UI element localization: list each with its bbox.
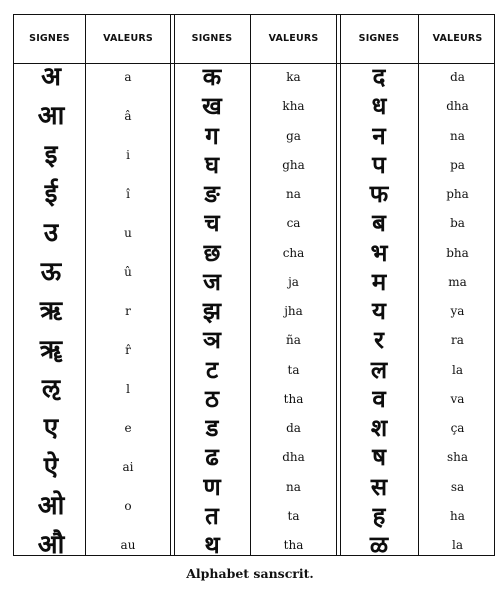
transliteration-value: tha bbox=[283, 391, 304, 406]
transliteration-value: cha bbox=[282, 245, 305, 260]
devanagari-sign: ह bbox=[372, 501, 386, 530]
devanagari-sign: फ bbox=[369, 180, 389, 208]
transliteration-value: ta bbox=[287, 362, 300, 377]
devanagari-sign: झ bbox=[202, 297, 222, 325]
column-double-divider bbox=[170, 15, 175, 555]
transliteration-value: pha bbox=[446, 187, 469, 201]
header-valeurs: VALEURS bbox=[103, 33, 153, 44]
devanagari-sign: न bbox=[372, 121, 386, 150]
transliteration-value: va bbox=[450, 391, 465, 406]
devanagari-sign: ल bbox=[370, 355, 388, 384]
transliteration-value: ña bbox=[286, 333, 301, 348]
transliteration-value: ka bbox=[286, 70, 301, 84]
transliteration-value: ai bbox=[122, 460, 134, 474]
alphabet-table bbox=[13, 14, 495, 560]
header-valeurs: VALEURS bbox=[268, 33, 319, 44]
transliteration-value: ma bbox=[448, 274, 467, 289]
devanagari-sign: ऋ bbox=[39, 296, 63, 326]
transliteration-value: ça bbox=[450, 421, 465, 435]
transliteration-value: kha bbox=[282, 99, 305, 114]
transliteration-value: sa bbox=[450, 479, 465, 494]
devanagari-sign: ण bbox=[203, 472, 221, 501]
transliteration-value: tha bbox=[283, 538, 304, 552]
header-signes: SIGNES bbox=[191, 33, 233, 44]
transliteration-value: au bbox=[120, 538, 136, 552]
transliteration-value: u bbox=[124, 226, 132, 240]
transliteration-value: ra bbox=[451, 333, 464, 348]
devanagari-sign: ब bbox=[372, 209, 386, 238]
transliteration-value: a bbox=[124, 70, 132, 84]
transliteration-value: â bbox=[124, 109, 132, 123]
devanagari-sign: र bbox=[374, 326, 384, 355]
devanagari-sign: त bbox=[205, 501, 219, 530]
devanagari-sign: ड bbox=[205, 414, 219, 442]
transliteration-value: û bbox=[124, 265, 132, 279]
devanagari-sign: अ bbox=[41, 62, 61, 92]
devanagari-sign: स bbox=[370, 472, 388, 501]
devanagari-sign: ॠ bbox=[39, 335, 63, 365]
devanagari-sign: ऐ bbox=[43, 452, 59, 482]
devanagari-sign: ष bbox=[372, 443, 386, 472]
devanagari-sign: ठ bbox=[205, 384, 219, 413]
transliteration-value: dha bbox=[446, 99, 469, 114]
devanagari-sign: ऊ bbox=[40, 257, 62, 287]
devanagari-sign: आ bbox=[37, 101, 65, 131]
transliteration-value: la bbox=[452, 538, 463, 552]
devanagari-sign: ए bbox=[43, 413, 59, 443]
transliteration-value: ha bbox=[450, 508, 465, 523]
transliteration-value: r̂ bbox=[125, 343, 131, 357]
transliteration-value: bha bbox=[446, 245, 469, 260]
devanagari-sign: व bbox=[372, 384, 386, 413]
transliteration-value: gha bbox=[282, 157, 305, 172]
transliteration-value: na bbox=[286, 479, 301, 494]
devanagari-sign: भ bbox=[370, 238, 388, 267]
devanagari-sign: ई bbox=[44, 179, 58, 209]
devanagari-sign: घ bbox=[204, 150, 220, 179]
transliteration-value: dha bbox=[282, 450, 305, 465]
transliteration-value: na bbox=[286, 187, 301, 201]
devanagari-sign: ज bbox=[203, 267, 221, 296]
header-signes: SIGNES bbox=[358, 33, 400, 44]
devanagari-sign: थ bbox=[204, 531, 220, 559]
devanagari-sign: ञ bbox=[203, 326, 221, 355]
transliteration-value: ga bbox=[286, 128, 301, 143]
devanagari-sign: म bbox=[371, 267, 387, 296]
devanagari-sign: ढ bbox=[205, 443, 219, 472]
devanagari-sign: क bbox=[202, 63, 222, 91]
transliteration-value: ta bbox=[287, 508, 300, 523]
devanagari-sign: उ bbox=[43, 218, 59, 248]
transliteration-value: pa bbox=[450, 157, 465, 172]
transliteration-value: ba bbox=[450, 216, 465, 231]
transliteration-value: e bbox=[124, 421, 132, 435]
header-divider bbox=[14, 63, 494, 64]
transliteration-value: ja bbox=[288, 274, 299, 289]
transliteration-value: da bbox=[286, 421, 301, 435]
transliteration-value: r bbox=[125, 304, 131, 318]
devanagari-sign: ट bbox=[205, 355, 219, 384]
devanagari-sign: प bbox=[372, 150, 386, 179]
caption: Alphabet sanscrit. bbox=[186, 566, 314, 581]
devanagari-sign: च bbox=[204, 209, 220, 238]
devanagari-sign: द bbox=[372, 63, 386, 91]
devanagari-sign: औ bbox=[37, 530, 65, 560]
header-valeurs: VALEURS bbox=[432, 33, 483, 44]
transliteration-value: i bbox=[126, 148, 130, 162]
devanagari-sign: ध bbox=[371, 92, 387, 121]
transliteration-value: la bbox=[452, 362, 463, 377]
transliteration-value: o bbox=[124, 499, 132, 513]
devanagari-sign: श bbox=[370, 414, 388, 442]
devanagari-sign: इ bbox=[44, 140, 58, 170]
devanagari-sign: ख bbox=[202, 92, 222, 121]
devanagari-sign: य bbox=[372, 297, 386, 325]
transliteration-value: l bbox=[126, 382, 130, 396]
devanagari-sign: ओ bbox=[37, 491, 65, 521]
devanagari-sign: छ bbox=[203, 238, 221, 267]
transliteration-value: î bbox=[126, 187, 130, 201]
devanagari-sign: ळ bbox=[369, 531, 389, 559]
devanagari-sign: ग bbox=[205, 121, 219, 150]
transliteration-value: sha bbox=[446, 450, 469, 465]
transliteration-value: ya bbox=[450, 304, 465, 318]
header-signes: SIGNES bbox=[29, 33, 70, 44]
transliteration-value: jha bbox=[284, 304, 303, 318]
transliteration-value: da bbox=[450, 70, 465, 84]
transliteration-value: na bbox=[450, 128, 465, 143]
transliteration-value: ca bbox=[286, 216, 301, 231]
devanagari-sign: ऌ bbox=[41, 374, 61, 404]
devanagari-sign: ङ bbox=[204, 180, 220, 208]
